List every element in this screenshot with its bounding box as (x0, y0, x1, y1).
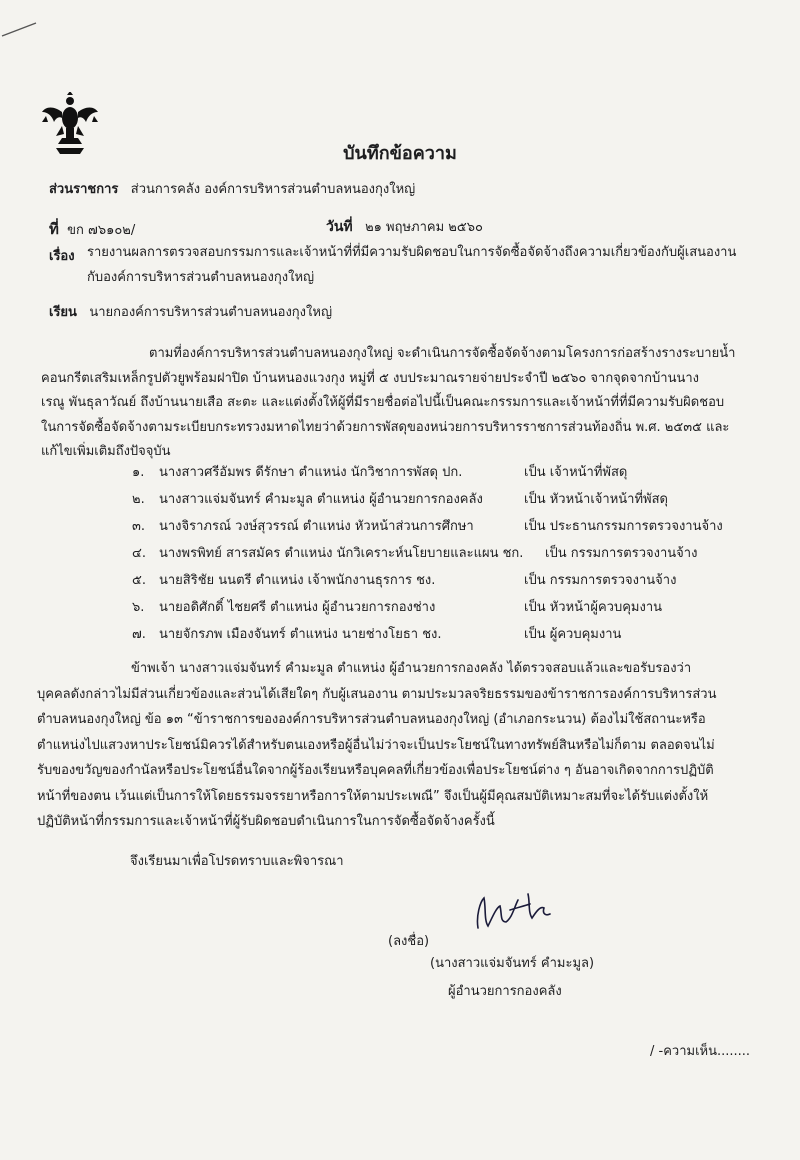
list-item (0, 488, 800, 510)
item-number: ๖. (132, 600, 145, 615)
ref-value: ขก ๗๖๑๐๒/ (67, 223, 136, 238)
list-item (0, 569, 800, 591)
item-number: ๗. (132, 627, 146, 642)
item-text: นายอดิศักดิ์ ไชยศรี ตำแหน่ง ผู้อำนวยการกองช่าง (159, 600, 436, 615)
signer-position: ผู้อำนวยการกองคลัง (448, 984, 562, 999)
signer-name: (นางสาวแจ่มจันทร์ คำมะมูล) (430, 956, 595, 971)
item-number: ๕. (132, 573, 146, 588)
paragraph-line: รับของขวัญของกำนัลหรือประโยชน์อื่นใดจากผู้ร้องเรียนหรือบุคคลที่เกี่ยวข้องเพื่อประโยชน์ต่าง ๆ อันอาจเกิดจากการปฏิบัติ (37, 763, 714, 778)
addressee-row (49, 301, 332, 322)
item-role: เป็น กรรมการตรวจงานจ้าง (524, 573, 677, 588)
item-role: เป็น หัวหน้าเจ้าหน้าที่พัสดุ (524, 492, 668, 507)
item-number: ๑. (132, 465, 145, 480)
item-number: ๔. (132, 546, 146, 561)
pen-stroke-mark (0, 20, 40, 40)
item-text: นายสิริชัย นนตรี ตำแหน่ง เจ้าพนักงานธุรการ ชง. (159, 573, 436, 588)
list-item (0, 542, 800, 564)
paragraph-2 (37, 656, 716, 835)
paragraph-line: คอนกรีตเสริมเหล็กรูปตัวยูพร้อมฝาปิด บ้านหนองแวงกุง หมู่ที่ ๕ งบประมาณรายจ่ายประจำปี ๒๕๖๐ จากจุดจากบ้านนาง (41, 370, 700, 386)
subject-text (87, 241, 736, 290)
agency-label: ส่วนราชการ (49, 182, 119, 197)
addressee-value: นายกองค์การบริหารส่วนตำบลหนองกุงใหญ่ (89, 305, 333, 320)
item-role: เป็น กรรมการตรวจงานจ้าง (545, 546, 698, 561)
item-text: นางพรพิทย์ สารสมัคร ตำแหน่ง นักวิเคราะห์นโยบายและแผน ชก. (159, 546, 524, 561)
addressee-label: เรียน (49, 305, 77, 320)
continued-marker: / -ความเห็น........ (650, 1044, 751, 1059)
date-row (326, 216, 483, 238)
item-role: เป็น ผู้ควบคุมงาน (524, 627, 622, 642)
item-text: นางสาวแจ่มจันทร์ คำมะมูล ตำแหน่ง ผู้อำนวยการกองคลัง (159, 492, 483, 507)
list-item (0, 515, 800, 537)
item-role: เป็น หัวหน้าผู้ควบคุมงาน (524, 600, 663, 615)
date-label: วันที่ (326, 219, 353, 235)
item-role: เป็น ประธานกรรมการตรวจงานจ้าง (524, 519, 723, 534)
paragraph-line: หน้าที่ของตน เว้นแต่เป็นการให้โดยธรรมจรรยาหรือการให้ตามประเพณี” จึงเป็นผู้มีคุณสมบัติเหมาะสมที่จะได้รับแต่งตั้งให้ (37, 788, 709, 804)
paragraph-line: ข้าพเจ้า นางสาวแจ่มจันทร์ คำมะมูล ตำแหน่ง ผู้อำนวยการกองคลัง ได้ตรวจสอบแล้วและขอรับรองว่า (131, 661, 692, 676)
list-item (0, 596, 800, 618)
ref-label: ที่ (49, 220, 59, 238)
subject-line: กับองค์การบริหารส่วนตำบลหนองกุงใหญ่ (87, 269, 315, 285)
list-item (0, 461, 800, 483)
closing-line: จึงเรียนมาเพื่อโปรดทราบและพิจารณา (130, 854, 344, 869)
item-text: นายจักรภพ เมืองจันทร์ ตำแหน่ง นายช่างโยธา ชง. (159, 627, 442, 642)
handwritten-signature (470, 888, 560, 938)
item-text: นางสาวศรีอัมพร ดีรักษา ตำแหน่ง นักวิชาการพัสดุ ปก. (159, 465, 463, 480)
paragraph-line: ตามที่องค์การบริหารส่วนตำบลหนองกุงใหญ่ จะดำเนินการจัดซื้อจัดจ้างตามโครงการก่อสร้างรางระบายน้ำ (149, 346, 736, 361)
item-number: ๒. (132, 492, 145, 507)
date-value: ๒๑ พฤษภาคม ๒๕๖๐ (365, 220, 483, 235)
sign-label: (ลงชื่อ) (388, 934, 430, 949)
subject-label: เรื่อง (49, 249, 75, 264)
list-item (0, 623, 800, 645)
paragraph-line: ปฏิบัติหน้าที่กรรมการและเจ้าหน้าที่ผู้รับผิดชอบดำเนินการในการจัดซื้อจัดจ้างครั้งนี้ (37, 814, 495, 829)
paragraph-line: ตำแหน่งไปแสวงหาประโยชน์มิควรได้สำหรับตนเองหรือผู้อื่นไม่ว่าจะเป็นประโยชน์ในทางทรัพย์สินหรือไม่ก็ตาม ตลอดจนไม่ (37, 737, 715, 753)
item-role: เป็น เจ้าหน้าที่พัสดุ (524, 465, 628, 480)
memo-title: บันทึกข้อความ (343, 143, 457, 164)
agency-row (49, 178, 415, 199)
paragraph-1 (41, 342, 735, 465)
item-text: นางจิราภรณ์ วงษ์สุวรรณ์ ตำแหน่ง หัวหน้าส่วนการศึกษา (159, 519, 474, 534)
agency-value: ส่วนการคลัง องค์การบริหารส่วนตำบลหนองกุงใหญ่ (130, 182, 416, 197)
reference-row (49, 217, 135, 241)
paragraph-line: เรณู พันธุลาวัณย์ ถึงบ้านนายเสือ สะตะ และแต่งตั้งให้ผู้ที่มีรายชื่อต่อไปนี้เป็นคณะกรรมการและเจ้าหน้าที่ที่มีความรับผิดชอบ (41, 395, 725, 410)
paragraph-line: บุคคลดังกล่าวไม่มีส่วนเกี่ยวข้องและส่วนได้เสียใดๆ กับผู้เสนองาน ตามประมวลจริยธรรมของข้าราชการองค์การบริหารส่วน (37, 686, 717, 702)
subject-line: รายงานผลการตรวจสอบกรรมการและเจ้าหน้าที่ที่มีความรับผิดชอบในการจัดซื้อจัดจ้างถึงความเกี่ยวข้องกับผู้เสนองาน (87, 245, 737, 260)
paragraph-line: ตำบลหนองกุงใหญ่ ข้อ ๑๓ “ข้าราชการขององค์การบริหารส่วนตำบลหนองกุงใหญ่ (อำเภอกระนวน) ต้องไม่ใช้สถานะหรือ (37, 712, 706, 727)
paragraph-line: ในการจัดซื้อจัดจ้างตามระเบียบกระทรวงมหาดไทยว่าด้วยการพัสดุของหน่วยการบริหารราชการส่วนท้องถิ่น พ.ศ. ๒๕๓๕ และ (41, 419, 730, 435)
item-number: ๓. (132, 519, 146, 534)
paragraph-line: แก้ไขเพิ่มเติมถึงปัจจุบัน (41, 444, 171, 459)
